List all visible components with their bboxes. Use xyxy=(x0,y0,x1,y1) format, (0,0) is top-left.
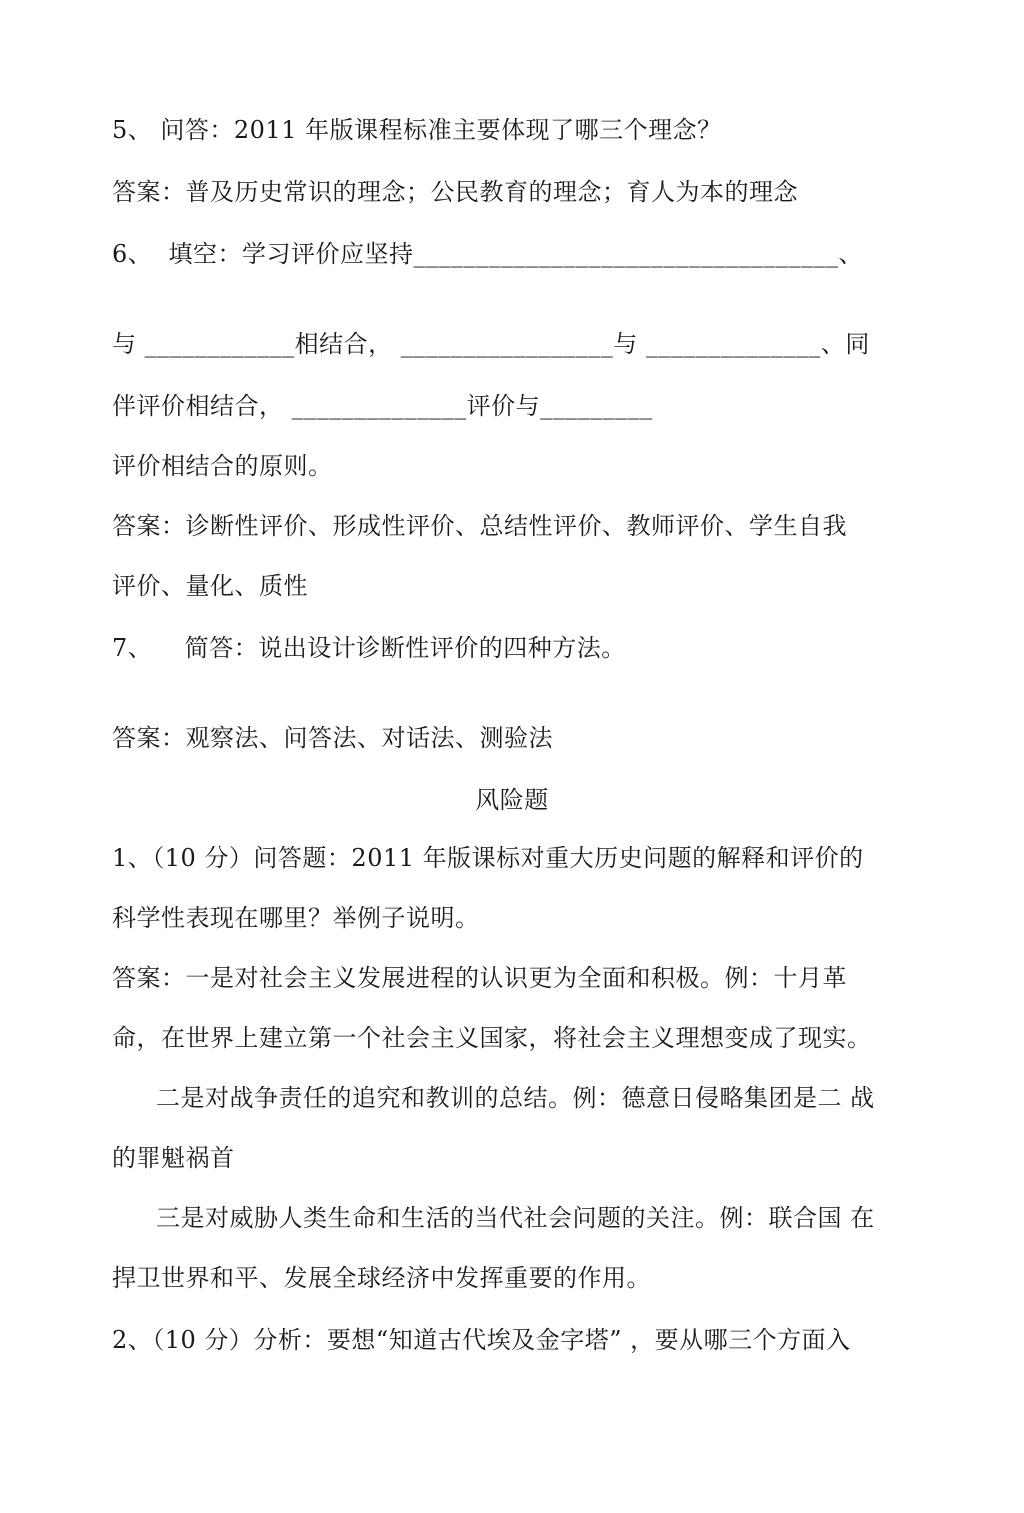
question-6-line-1: 6、 填空：学习评价应坚持__________________________________、 xyxy=(112,240,864,268)
risk-answer-1-line-1: 答案：一是对社会主义发展进程的认识更为全面和积极。例：十月革 xyxy=(112,964,847,992)
risk-answer-1-line-4: 的罪魁祸首 xyxy=(112,1144,235,1172)
risk-question-2: 2、（10 分）分析：要想“知道古代埃及金字塔” ，要从哪三个方面入 xyxy=(112,1326,851,1354)
question-6-line-3: 伴评价相结合， ______________评价与_________ xyxy=(112,392,653,420)
question-7: 7、 简答：说出设计诊断性评价的四种方法。 xyxy=(112,634,626,662)
risk-answer-1-line-5: 三是对威胁人类生命和生活的当代社会问题的关注。例：联合国 在 xyxy=(156,1204,875,1232)
risk-answer-1-line-3: 二是对战争责任的追究和教训的总结。例：德意日侵略集团是二 战 xyxy=(156,1084,875,1112)
risk-question-1-line-2: 科学性表现在哪里？举例子说明。 xyxy=(112,904,480,932)
risk-answer-1-line-6: 捍卫世界和平、发展全球经济中发挥重要的作用。 xyxy=(112,1264,651,1292)
risk-answer-1-line-2: 命，在世界上建立第一个社会主义国家，将社会主义理想变成了现实。 xyxy=(112,1024,872,1052)
risk-question-1-line-1: 1、（10 分）问答题：2011 年版课标对重大历史问题的解释和评价的 xyxy=(112,844,864,872)
question-5: 5、 问答：2011 年版课程标准主要体现了哪三个理念？ xyxy=(112,116,722,144)
question-6-line-2: 与 ____________相结合， _________________与 ______________、同 xyxy=(112,330,870,358)
section-heading: 风险题 xyxy=(475,786,549,814)
question-6-line-4: 评价相结合的原则。 xyxy=(112,452,333,480)
answer-6-line-1: 答案：诊断性评价、形成性评价、总结性评价、教师评价、学生自我 xyxy=(112,512,847,540)
answer-5: 答案：普及历史常识的理念；公民教育的理念；育人为本的理念 xyxy=(112,178,798,206)
answer-6-line-2: 评价、量化、质性 xyxy=(112,572,308,600)
answer-7: 答案：观察法、问答法、对话法、测验法 xyxy=(112,724,553,752)
